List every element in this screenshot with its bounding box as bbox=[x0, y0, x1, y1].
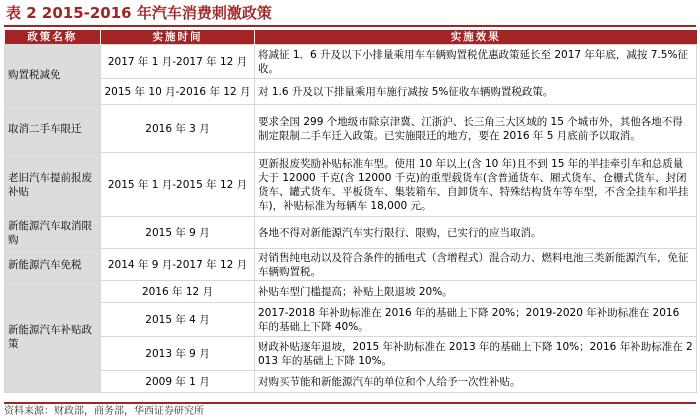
effect-cell: 各地不得对新能源汽车实行限行、限购，已实行的应当取消。 bbox=[255, 217, 697, 249]
effect-cell: 更新报废奖励补贴标准车型。使用 10 年以上(含 10 年)且不到 15 年的半挂牵引车和总质量大于 12000 千克(含 12000 千克)的重型载货车(含普通货车、厢式货车、仓栅式货车、封闭货车、罐式货车、平板货车、集装箱车、自卸货车、特殊结构货车等车型，不含全挂车和半挂车)，补贴标准为每辆车 18,000 元。 bbox=[255, 153, 697, 217]
table-row bbox=[5, 105, 697, 153]
table-title: 表 2 2015-2016 年汽车消费刺激政策 bbox=[6, 4, 272, 22]
time-cell: 2014 年 9 月-2017 年 12 月 bbox=[101, 249, 255, 281]
effect-cell: 财政补贴逐年退坡，2015 年补助标准在 2013 年的基础上下降 10%；2016 年补助标准在 2013 年的基础上下降 10%。 bbox=[255, 337, 697, 371]
table-row bbox=[5, 337, 697, 371]
table-row bbox=[5, 153, 697, 217]
policy-name-cell: 老旧汽车提前报废补贴 bbox=[5, 153, 101, 217]
header-implementation-time: 实施时间 bbox=[101, 30, 255, 45]
time-cell: 2015 年 9 月 bbox=[101, 217, 255, 249]
effect-cell: 要求全国 299 个地级市除京津冀、江浙沪、长三角三大区域的 15 个城市外，其他各地不得制定限制二手车迁入政策。已实施限迁的地方，要在 2016 年 5 月底前予以取消。 bbox=[255, 105, 697, 153]
policy-table bbox=[4, 30, 697, 393]
table-header-row bbox=[5, 30, 697, 45]
effect-cell: 补贴车型门槛提高；补贴上限退坡 20%。 bbox=[255, 281, 697, 303]
table-row bbox=[5, 303, 697, 337]
time-cell: 2017 年 1 月-2017 年 12 月 bbox=[101, 45, 255, 79]
table-row bbox=[5, 371, 697, 393]
header-implementation-effect: 实施效果 bbox=[255, 30, 697, 45]
table-row bbox=[5, 249, 697, 281]
table-row bbox=[5, 79, 697, 105]
time-cell: 2015 年 4 月 bbox=[101, 303, 255, 337]
effect-cell: 将减征 1．6 升及以下小排量乘用车车辆购置税优惠政策延长至 2017 年年底，减按 7.5%征收。 bbox=[255, 45, 697, 79]
policy-name-cell: 取消二手车限迁 bbox=[5, 105, 101, 153]
policy-name-cell: 新能源汽车免税 bbox=[5, 249, 101, 281]
effect-cell: 对 1.6 升及以下排量乘用车施行减按 5%征收车辆购置税政策。 bbox=[255, 79, 697, 105]
source-note: 资料来源：财政部，商务部，华西证券研究所 bbox=[4, 402, 696, 418]
effect-cell: 对购买节能和新能源汽车的单位和个人给予一次性补贴。 bbox=[255, 371, 697, 393]
header-policy-name: 政策名称 bbox=[5, 30, 101, 45]
time-cell: 2016 年 3 月 bbox=[101, 105, 255, 153]
effect-cell: 对销售纯电动以及符合条件的插电式（含增程式）混合动力、燃料电池三类新能源汽车，免征车辆购置税。 bbox=[255, 249, 697, 281]
policy-name-cell: 新能源汽车补贴政策 bbox=[5, 281, 101, 393]
time-cell: 2015 年 10 月-2016 年 12 月 bbox=[101, 79, 255, 105]
effect-cell: 2017-2018 年补助标准在 2016 年的基础上下降 20%；2019-2020 年补助标准在 2016 年的基础上下降 40%。 bbox=[255, 303, 697, 337]
time-cell: 2013 年 9 月 bbox=[101, 337, 255, 371]
time-cell: 2009 年 1 月 bbox=[101, 371, 255, 393]
table-row bbox=[5, 281, 697, 303]
table-row bbox=[5, 45, 697, 79]
policy-name-cell: 新能源汽车取消限购 bbox=[5, 217, 101, 249]
title-divider bbox=[4, 25, 696, 27]
policy-name-cell: 购置税减免 bbox=[5, 45, 101, 105]
time-cell: 2015 年 1 月-2015 年 12 月 bbox=[101, 153, 255, 217]
time-cell: 2016 年 12 月 bbox=[101, 281, 255, 303]
table-row bbox=[5, 217, 697, 249]
